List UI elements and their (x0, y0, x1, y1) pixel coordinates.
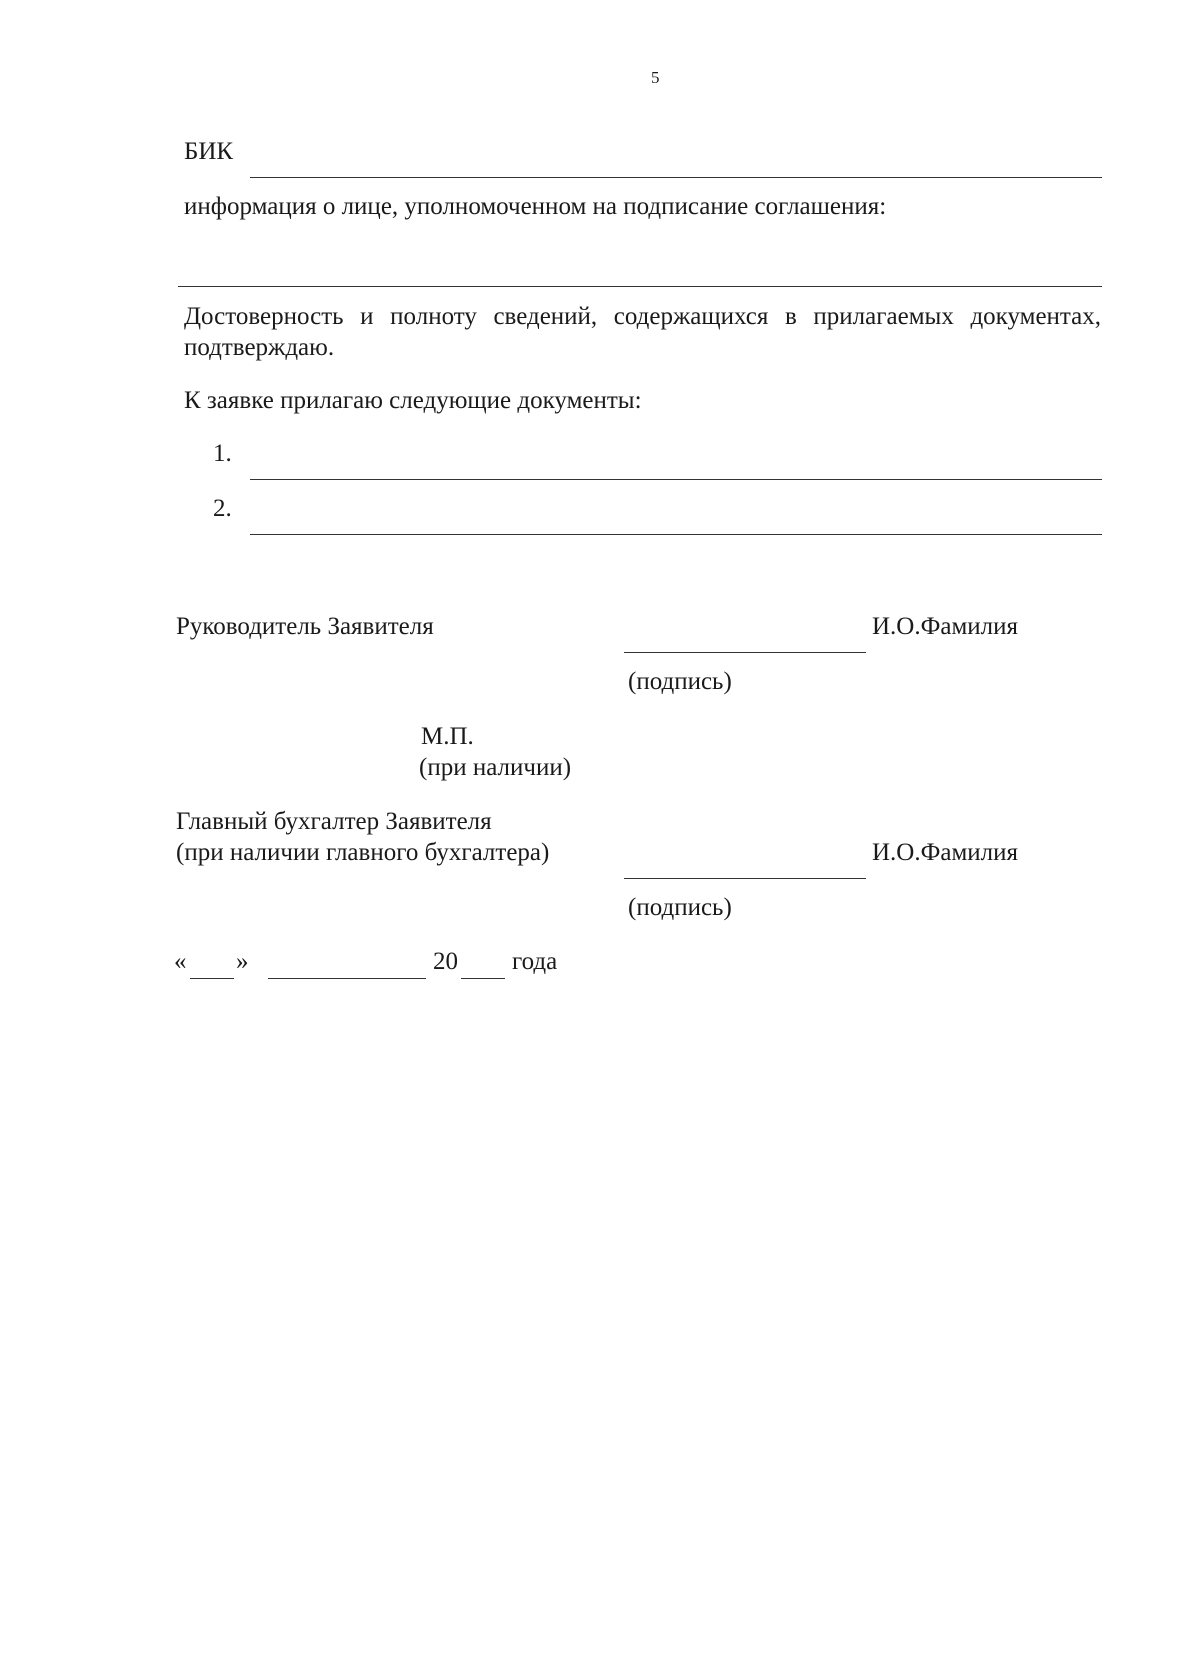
attachment-item-2-number: 2. (213, 495, 232, 522)
bik-label: БИК (184, 138, 234, 165)
date-day-line[interactable] (190, 978, 234, 979)
attachment-item-1-line[interactable] (250, 479, 1102, 480)
confirmation-paragraph: Достоверность и полноту сведений, содержащихся в прилагаемых документах, подтверждаю. (184, 303, 1101, 361)
attachment-item-1-number: 1. (213, 440, 232, 467)
signatory-field-line[interactable] (178, 286, 1102, 287)
date-century: 20 (433, 948, 458, 975)
accountant-signature-caption: (подпись) (628, 894, 732, 921)
accountant-signature-line[interactable] (624, 878, 866, 879)
date-close-quote: » (236, 948, 249, 975)
head-signature-caption: (подпись) (628, 668, 732, 695)
head-signature-line[interactable] (624, 652, 866, 653)
date-month-line[interactable] (268, 978, 426, 979)
head-role-label: Руководитель Заявителя (176, 613, 434, 640)
stamp-label: М.П. (421, 723, 474, 750)
page-number: 5 (651, 68, 660, 87)
accountant-role-note: (при наличии главного бухгалтера) (176, 839, 550, 866)
attachments-heading: К заявке прилагаю следующие документы: (184, 387, 642, 414)
stamp-note: (при наличии) (419, 754, 572, 781)
accountant-role-label: Главный бухгалтер Заявителя (176, 808, 492, 835)
head-name: И.О.Фамилия (872, 613, 1019, 640)
signatory-label: информация о лице, уполномоченном на подписание соглашения: (184, 193, 887, 220)
date-open-quote: « (174, 948, 187, 975)
bik-field-line[interactable] (250, 177, 1102, 178)
accountant-name: И.О.Фамилия (872, 839, 1019, 866)
attachment-item-2-line[interactable] (250, 534, 1102, 535)
date-suffix: года (512, 948, 558, 975)
date-year-line[interactable] (461, 978, 505, 979)
